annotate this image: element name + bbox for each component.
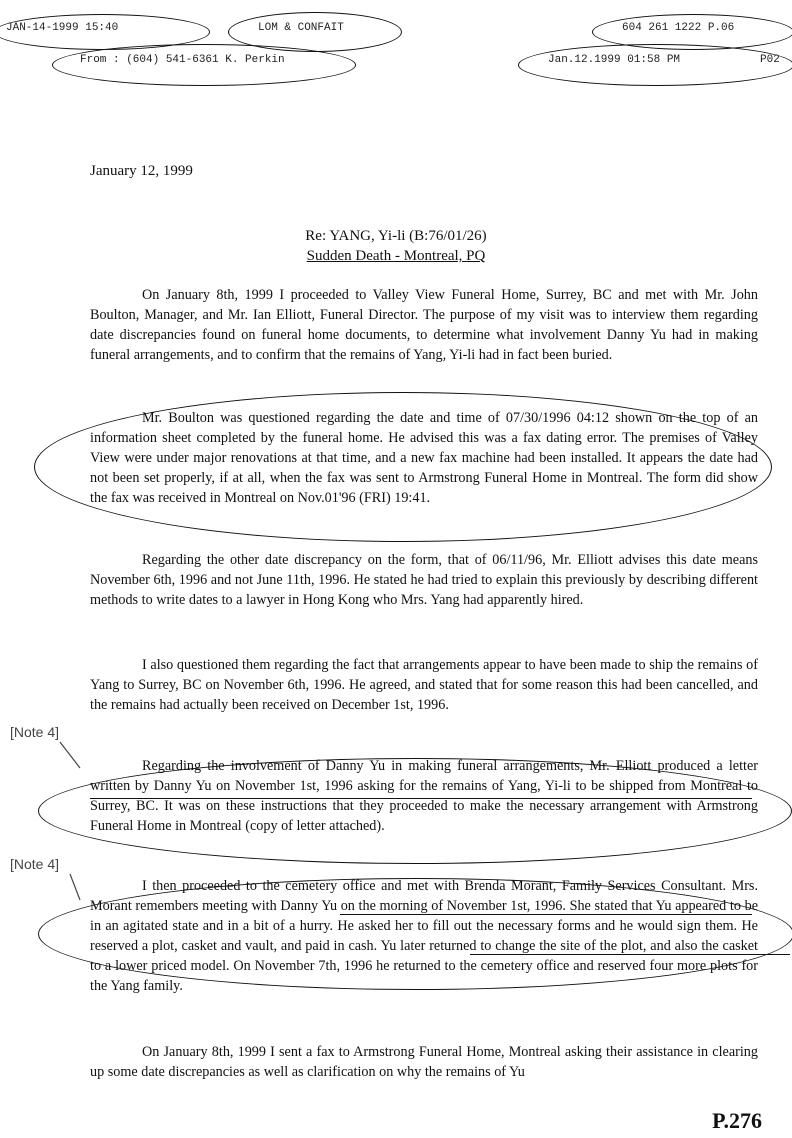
paragraph-7-text: On January 8th, 1999 I sent a fax to Armstrong Funeral Home, Montreal asking their assistance in clearing up some date discrepancies as well as clarification on why the remains of Yu [90,1044,758,1080]
fax-page-stamp: 604 261 1222 P.06 [622,22,735,34]
note-label-2: [Note 4] [10,856,60,872]
paragraph-5-text: Regarding the involvement of Danny Yu in making funeral arrangements, Mr. Elliott produced a letter written by Danny Yu on November 1st, 1996 asking for the remains of Yang, Yi-li to be shipped from Montreal to Surrey, BC. It was on these instructions that they proceeded to make the necessary arrangement with Armstrong Funeral Home in Montreal (copy of letter attached). [90,758,758,834]
letter-date: January 12, 1999 [90,163,193,179]
fax-transmit-stamp: JAN-14-1999 15:40 [6,22,119,34]
paragraph-7 [90,1042,758,1082]
re-line: Re: YANG, Yi-li (B:76/01/26) [305,228,487,244]
fax-from-line: From : (604) 541-6361 K. Perkin [80,54,285,66]
paragraph-6 [90,876,758,996]
fax-recipient-stamp: LOM & CONFAIT [258,22,344,34]
fax-page-code: P02 [760,54,780,66]
paragraph-6-text: I then proceeded to the cemetery office and met with Brenda Morant, Family Services Consultant. Mrs. Morant remembers meeting with Danny Yu on the morning of November 1st, 1996. She stated that Yu appeared to be in an agitated state and in a bit of a hurry. He asked her to fill out the necessary forms and he would sign them. He reserved a plot, casket and vault, and paid in cash. Yu later returned to change the site of the plot, and also the casket to a lower priced model. On November 7th, 1996 he returned to the cemetery office and reserved four more plots for the Yang family. [90,878,758,994]
paragraph-5 [90,756,758,836]
fax-sent-time: Jan.12.1999 01:58 PM [548,54,681,66]
paragraph-1 [90,285,758,365]
paragraph-1-text: On January 8th, 1999 I proceeded to Valley View Funeral Home, Surrey, BC and met with Mr. John Boulton, Manager, and Mr. Ian Elliott, Funeral Director. The purpose of my visit was to interview them regarding date discrepancies found on funeral home documents, to determine what involvement Danny Yu had in making funeral arrangements, and to confirm that the remains of Yang, Yi-li had in fact been buried. [90,287,758,363]
paragraph-2 [90,408,758,508]
paragraph-4 [90,655,758,715]
paragraph-3 [90,550,758,610]
paragraph-2-text: Mr. Boulton was questioned regarding the date and time of 07/30/1996 04:12 shown on the top of an information sheet completed by the funeral home. He advised this was a fax dating error. The premises of Valley View were under major renovations at that time, and a new fax machine had been installed. It appears the date had not been set properly, if at all, when the fax was sent to Armstrong Funeral Home in Montreal. The form did show the fax was received in Montreal on Nov.01'96 (FRI) 19:41. [90,410,758,506]
note-label-1: [Note 4] [10,724,60,740]
subject-line: Sudden Death - Montreal, PQ [306,248,486,264]
paragraph-3-text: Regarding the other date discrepancy on the form, that of 06/11/96, Mr. Elliott advises this date means November 6th, 1996 and not June 11th, 1996. He stated he had tried to explain this previously by describing different methods to write dates to a lawyer in Hong Kong who Mrs. Yang had apparently hired. [90,552,758,608]
paragraph-6-underline-1 [340,914,752,915]
paragraph-6-underline-2 [470,954,790,955]
paragraph-4-text: I also questioned them regarding the fact that arrangements appear to have been made to ship the remains of Yang to Surrey, BC on November 6th, 1996. He agreed, and stated that for some reason this had been cancelled, and the remains had actually been received on December 1st, 1996. [90,657,758,713]
paragraph-5-underline [90,798,752,799]
page-number: P.276 [712,1108,762,1133]
